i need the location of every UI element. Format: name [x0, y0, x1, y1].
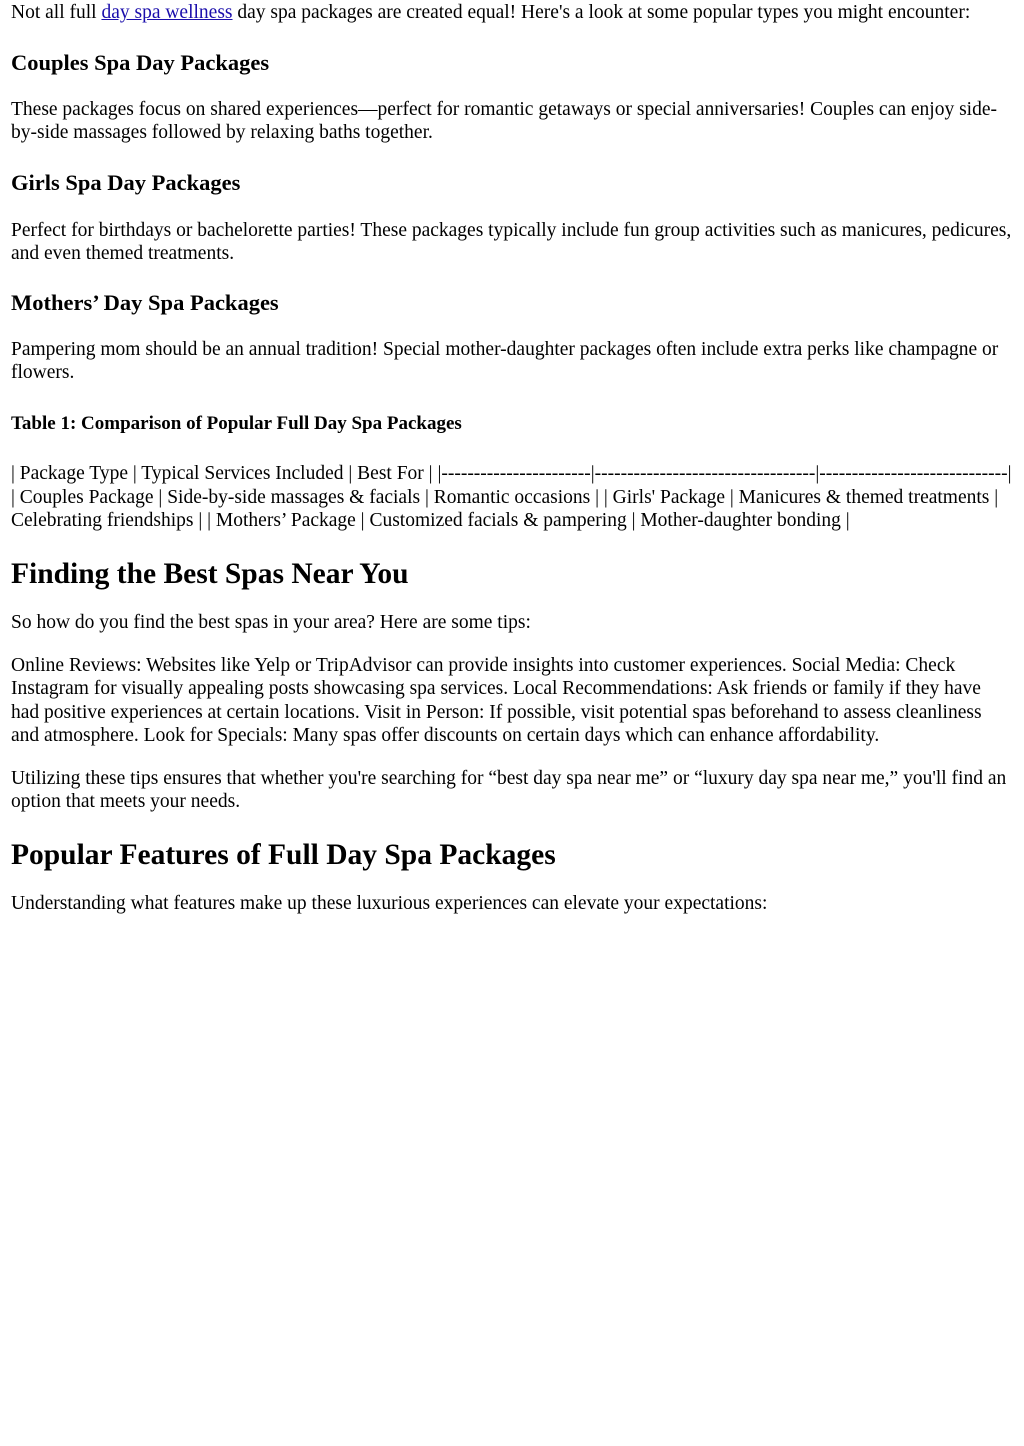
couples-body: These packages focus on shared experiences—perfect for romantic getaways or special anniversaries! Couples can enjoy side-by-side massages followed by relaxing baths together.	[11, 99, 997, 144]
finding-intro: So how do you find the best spas in your area? Here are some tips:	[11, 612, 531, 634]
girls-heading: Girls Spa Day Packages	[11, 169, 241, 195]
intro-text-before: Not all full	[11, 2, 102, 23]
mothers-body: Pampering mom should be an annual tradition! Special mother-daughter packages often include extra perks like champagne or flowers.	[11, 339, 999, 384]
intro-text-after: day spa packages are created equal! Here's a look at some popular types you might encounter:	[232, 2, 971, 23]
couples-heading: Couples Spa Day Packages	[11, 50, 270, 76]
girls-body: Perfect for birthdays or bachelorette parties! These packages typically include fun group activities such as manicures, pedicures, and even themed treatments.	[11, 219, 1012, 264]
table-caption: Table 1: Comparison of Popular Full Day Spa Packages	[11, 413, 462, 435]
features-heading: Popular Features of Full Day Spa Packages	[11, 839, 556, 872]
finding-closing: Utilizing these tips ensures that whether you're searching for “best day spa near me” or “luxury day spa near me,” you'll find an option that meets your needs.	[11, 768, 1007, 813]
intro-paragraph	[11, 0, 1012, 24]
mothers-heading: Mothers’ Day Spa Packages	[11, 290, 279, 316]
finding-heading: Finding the Best Spas Near You	[11, 558, 409, 591]
table-raw-text: | Package Type | Typical Services Included | Best For | |-----------------------|----------------------------------|-----------------------------| | Couples Package | Side-by-side massages & facials | Romantic occasions | | Girls' Package | Manicures & themed treatments | Celebrating friendships | | Mothers’ Package | Customized facials & pampering | Mother-daughter bonding |	[11, 463, 1012, 531]
finding-tips: Online Reviews: Websites like Yelp or TripAdvisor can provide insights into customer experiences. Social Media: Check Instagram for visually appealing posts showcasing spa services. Local Recommendations: Ask friends or family if they have had positive experiences at certain locations. Visit in Person: If possible, visit potential spas beforehand to assess cleanliness and atmosphere. Look for Specials: Many spas offer discounts on certain days which can enhance affordability.	[11, 655, 982, 746]
features-intro: Understanding what features make up these luxurious experiences can elevate your expectations:	[11, 893, 768, 915]
day-spa-wellness-link[interactable]: day spa wellness	[101, 2, 233, 23]
